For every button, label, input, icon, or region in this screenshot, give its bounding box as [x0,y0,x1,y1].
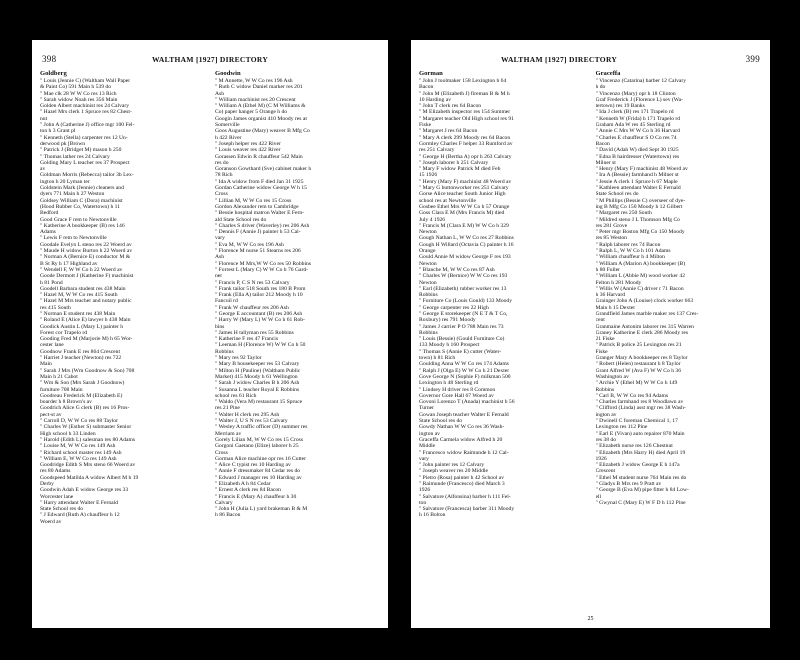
directory-entry-line: Bedford [40,210,59,217]
directory-entry-line: res 415 South [40,304,71,311]
directory-entry-line: Graf Frederick J (Florence L) sev (Wa- [595,96,683,103]
directory-entry-line: " Florence M nurse 51 Stearns res 206 [215,248,301,255]
directory-entry-line: " Francis E (Mary A) chauffeur h 30 [215,493,297,500]
directory-entry-line: " Hazel M, W W Co res 415 South [40,292,118,299]
directory-entry-line: High school h 33 Linden [40,430,96,437]
directory-entry-line: " Dennis F (Annie J) painter h 53 Cal- [215,229,301,236]
directory-entry-line: Fancuil rd [215,298,238,305]
directory-entry-line: Gough H Willard (Octavia C) painter h 16 [419,241,514,248]
directory-entry-line: res 38 do [595,436,617,443]
right-page [411,40,770,628]
column-heading: Gorman [419,70,443,77]
directory-entry-line: Goodspeed Matilda A widow Albert M h 19 [40,474,139,481]
directory-entry-line: pect-st av [40,411,62,418]
directory-entry-line: " Margaret res 250 South [595,210,652,217]
directory-entry-line: " Carl B, W W Co res 94 Adams [595,392,669,399]
directory-entry-line: Derby [40,481,54,487]
directory-entry-line: " Lillian M, W W Co res 15 Cross [215,197,292,204]
directory-entry-line: Gorgoni Gaetano (Elize) laborer h 25 [215,443,299,450]
directory-entry-line: " Ida A widow from F died Jan 31 1925 [215,178,304,185]
directory-entry-line: " Mary G buttonworker res 251 Calvary [419,185,509,192]
directory-entry-line: Newton [419,279,437,286]
directory-entry-line: " Maude H widow Burton h 22 Woerd av [40,248,133,255]
directory-entry-line: " Harriet J teacher (Newton) res 722 [40,355,122,362]
directory-entry-line: " Joseph weaver res 20 Middle [419,468,488,475]
directory-entry-line: " Annie C Mrs W W Co h 36 Harvard [595,128,680,135]
directory-entry-line: Govoni Lorenzo T (Anada) machinist h 56 [419,399,515,406]
directory-entry-line: Goos Augustine (Mary) weaver B Mfg Co [215,128,310,135]
directory-entry-line: Cross [215,191,228,198]
directory-entry-line: " Thomas S (Annie E) cutter (Water- [419,348,502,355]
directory-entry-line: " Jessie A clerk 1 Spruce h 67 Maple [595,178,678,185]
directory-entry-line: " Sarah J Mrs (Wm Goodnow & Son) 708 [40,367,135,374]
directory-entry-line: Milner st [595,159,616,166]
directory-entry-line: " Vincenzo (Catarina) barber 12 Calvary [595,78,687,84]
directory-entry-line: Grant Alfred W (Ava F) W W Co h 36 [595,367,682,374]
directory-entry-line: " Francis P, C S N res 53 Calvary [215,279,290,286]
directory-entry-line: 133 Moody h 160 Prospect [419,342,480,349]
directory-entry-line: h 16 Bolton [419,512,446,519]
directory-entry-line: " Wesley A traffic officer (D) summer res [215,424,308,431]
directory-entry-line: res 80 Adams [40,468,71,475]
directory-entry-line: " Pietro (Rosa) painter h 42 School av [419,474,505,481]
directory-entry-line: " William E, W W Co res 149 Ash [40,455,117,462]
directory-entry-line: bins [215,323,225,330]
directory-entry-line: ton h 3 Grant pl [40,128,76,135]
directory-entry-line: State School res do [419,418,463,425]
directory-entry-line: " Charles W (Esther S) submaster Senior [40,424,132,431]
directory-entry-line: ington h 20 Lyman ter [40,178,90,185]
directory-entry-line: Gould Annie M widow George F res 193 [419,254,511,261]
directory-entry-line: " Eva M, W W Co res 196 Ash [215,241,284,248]
directory-entry-line: Ash [215,254,225,261]
directory-entry-line: Golden Albert machinist res 24 Calvary [40,103,130,110]
directory-entry-line: 1926 [595,455,607,462]
directory-entry-line: " Charles farmhand res 8 Woodlawn av [595,399,684,406]
directory-entry-line: " Frank (Ella A) tailor 212 Moody h 10 [215,292,303,299]
directory-entry-line: av [40,166,46,173]
directory-entry-line: " Louis weaver res 422 River [215,147,281,154]
directory-entry-line: " Norman A (Bernice E) conductor M & [40,254,131,261]
directory-entry-line: " William A (Ethel M) (C M Williams & [215,103,306,110]
directory-entry-line: Fiske [595,348,608,355]
directory-entry-line: " James J carrier P O 788 Main res 73 [419,323,504,330]
directory-entry-line: Merriam av [215,430,242,437]
directory-entry-line: Gough Nathan L, W W Co res 27 Robbins [419,235,514,242]
directory-entry-line: " Forrest L (Mary C) W W Co h 76 Gard- [215,266,309,273]
directory-entry-line: " Frank tailor 518 South res 180 B Prom [215,285,306,292]
directory-entry-line: " Hazel M Mrs teacher and notary public [40,298,132,305]
directory-entry-line: " Walter H clerk res 295 Ash [215,411,280,418]
directory-entry-line: cester lane [40,342,64,349]
directory-entry-line: Gosbee Ethel Mrs W W Co h 57 Orange [419,203,510,210]
directory-entry-line: Worcester lane [40,493,74,500]
directory-entry-line: ell [595,493,602,500]
directory-entry-line: Grandfield James marble maker res 137 Cres- [595,310,699,317]
left-page [32,40,388,628]
directory-entry-line: " Francis M (Clara E M) W W Co h 329 [419,222,509,229]
directory-entry-line: " Katherine F res 47 Francis [215,336,279,343]
directory-entry-line: vary [419,455,429,462]
directory-entry-line: " Archie Y (Ethel M) W W Co h 149 [595,380,678,387]
left-page-number: 398 [42,54,57,64]
directory-entry-line: Granmaine Antonim laborer res 315 Warren [595,323,694,330]
directory-entry-line: derwood pk [Brown [40,140,86,147]
directory-entry-line: 78 Rich [215,172,233,179]
directory-entry-line: " Walter J, U S N res 53 Calvary [215,418,288,425]
directory-entry-line: " John J toolmaker 158 Lexington h 64 [419,78,507,84]
directory-entry-line: nut [40,115,48,122]
directory-entry-line: " Annie F dressmaker 84 Cedar res do [215,468,301,475]
directory-entry-line: ington av [595,411,617,418]
directory-entry-line: school res at Newtonville [419,197,477,204]
directory-entry-line: " John T clerk res 64 Bacon [419,103,482,110]
directory-entry-line: Cross [215,449,228,456]
right-page-header [421,54,760,66]
directory-entry-line: " Milton H (Pauline) (Waltham Public [215,367,301,374]
directory-entry-line: " Henry (Mary F) machinist 48 Woerd av [595,166,688,173]
directory-entry-line: " Joseph helper res 422 River [215,140,281,147]
directory-entry-line: " Margaret J res 64 Bacon [419,128,478,135]
left-column-2 [215,70,380,618]
directory-entry-line: Governor Gore Hall 67 Woerd av [419,392,494,399]
directory-entry-line: " Elizabeth (Mrs Harry H) died April 19 [595,449,686,456]
directory-entry-line: " Ralph L, W W Co h 101 Adams [595,248,671,255]
directory-entry-line: " Louis (Bessie) (Gould Furniture Co) [419,336,505,343]
directory-entry-line: Goulding Anna W W Co res 174 Adams [419,361,509,368]
directory-entry-line: " Louis (Jennie C) (Waltham Wall Paper [40,78,131,84]
directory-entry-line: " Harry W (Mary L) W W Co h 61 Rob- [215,317,305,324]
directory-entry-line: " Ida J clerk (B) res 171 Trapelo rd [595,109,674,116]
left-running-title: WALTHAM [1927] DIRECTORY [151,55,269,64]
directory-entry-line: " George carpenter res 22 High [419,304,489,311]
directory-entry-line: " Dwinell C foreman Chemical 1, 17 [595,418,678,425]
directory-entry-line: " William A (Marion A) bookkeeper (B) [595,260,686,267]
directory-entry-line: res 281 Grove [595,222,628,229]
directory-entry-line: " Thomas lather res 24 Calvary [40,153,110,160]
directory-entry-line: Adams [40,229,56,236]
directory-entry-line: Robbins [595,386,615,393]
directory-entry-line: " William L (Abbie M) wood worker 42 [595,273,686,280]
directory-entry-line: " William machinist res 20 Crescent [215,96,296,103]
directory-entry-line: Washington av [595,373,629,380]
directory-entry-line: " George E storekeeper (N E T & T Co, [419,310,508,317]
directory-entry-line: Orange [419,248,436,255]
directory-entry-line: " Elizabeth nurse res 126 Chestnut [595,443,673,450]
directory-entry-line: Newton [419,229,437,236]
directory-entry-line: B St Ry h 17 Highland av [40,260,98,267]
directory-entry-line: Robbins [215,348,234,355]
directory-entry-line: 10 Harding av [419,96,452,103]
directory-entry-line: ington av [419,430,440,437]
right-page-footer: 25 [587,616,594,622]
directory-entry-line: " Frank W chauffeur res 206 Ash [215,304,289,311]
directory-entry-line: " Wm & Son (Mrs Sarah J Goodnow) [40,380,125,387]
directory-entry-line: " Ralph laborer res 74 Bacon [595,241,661,248]
directory-entry-line: " Harry attendant Walter E Fernald [40,499,118,506]
directory-entry-line: Goodale Evelyn L steno res 22 Woerd av [40,241,132,248]
directory-entry-line: " John M (Elizabeth J) fireman B & M h [419,90,510,97]
directory-entry-line: (Hood Rubber Co, Watertown) h 11 [40,203,121,210]
directory-entry-line: " Susanna L teacher Royal E Robbins [215,386,300,393]
directory-entry-line: " John H (Julia L) yard brakeman B & M [215,506,308,513]
directory-entry-line: Gorman Alice machine opr res 16 Cutter [215,455,307,462]
directory-entry-line: h 422 River [215,134,242,141]
directory-entry-line: Market) 415 Moody h 61 Wellington [215,373,298,380]
directory-entry-line: " Charles W (Bernice) W W Co res 193 [419,273,508,280]
directory-entry-line: Main h 21 Cabot [40,373,78,380]
directory-entry-line: h 86 Bacon [215,512,241,519]
directory-entry-line: Grainger John A (Louise) clock worker 663 [595,298,694,305]
directory-entry-line: Turner [419,405,435,412]
directory-entry-line: Somerville [215,122,240,129]
right-column-1 [419,70,586,618]
directory-entry-line: " Salvatore (Alfonsina) barber h 111 Fel- [419,493,511,500]
directory-entry-line: " Salvatore (Francesca) barber 311 Moody [419,506,515,513]
directory-entry-line: Goodick Austin L (Mary L) painter h [40,323,124,330]
directory-entry-line: " Harold (Edith L) salesman res 80 Adams [40,436,136,443]
directory-entry-line: " Gladys B Mrs res 9 Pratt av [595,481,662,487]
directory-entry-line: " Furniture Co (Louis Gould) 133 Moody [419,298,513,305]
directory-entry-line: Googin James organist 410 Moody res at [215,115,307,122]
directory-entry-line: Gormley Charles F helper 33 Rumford av [419,140,513,147]
directory-entry-line: " Lindsey H driver res 8 Common [419,386,496,393]
directory-entry-line: " William chauffeur h 4 Milton [595,254,665,261]
directory-entry-line: " Mary A clerk 299 Moody res 64 Bacon [419,134,511,141]
column-heading: Goldberg [40,70,67,77]
directory-entry-line: res 251 Calvary [419,147,455,154]
directory-entry-line: res 85 Weston [595,235,627,242]
left-column-1 [40,70,205,618]
directory-entry-line: State School res do [40,506,84,513]
directory-entry-line: " Ira A (Bessie) farmhand h Milner st [595,172,679,179]
directory-entry-line: " Margaret teacher Old High school res 91 [419,115,514,122]
directory-entry-line: Co) paper hanger 5 Orange h do [215,109,288,116]
directory-entry-line: " Kathleen attendant Walter E Fernald [595,185,681,192]
directory-entry-line: " Clifford (Linda) asst mgr res 38 Wash- [595,405,686,412]
directory-entry-line: " Kenneth W (Frida) h 171 Trapelo rd [595,115,681,122]
directory-entry-line: " Earl (Elizabeth) rubber worker res 13 [419,285,507,292]
directory-entry-line: " Sarah J widow Charles B h 206 Ash [215,380,300,387]
directory-entry-line: " M Elizabeth inspector res 154 Summer [419,109,511,116]
directory-entry-line: Gowdy Nathan W W Co res 36 Wash- [419,424,505,431]
directory-entry-line: Lexington res 112 Pine [595,424,648,431]
column-heading: Goodwin [215,70,241,77]
right-running-title: WALTHAM [1927] DIRECTORY [501,55,618,64]
directory-entry-line: " David (Adah W) died Sept 30 1925 [595,147,679,154]
directory-entry-line: Felton h 281 Moody [595,279,642,286]
directory-entry-line: " Louise M, W W Co res 149 Ash [40,443,116,450]
directory-entry-line: Robbins [419,329,438,336]
directory-entry-line: cent [595,317,605,324]
directory-entry-line: " M Phillips (Bessie C) overseer of dye- [595,197,686,204]
directory-entry-line: Calvary [215,499,233,506]
directory-entry-line: Main [40,361,52,368]
directory-entry-line: ald State School res do [215,216,267,223]
directory-entry-line: " John painter res 12 Calvary [419,462,485,469]
directory-entry-line: Goodell Barbara student res 438 Main [40,285,126,292]
directory-entry-line: " Henry (Mary F) machinist 48 Woerd av [419,178,512,185]
directory-entry-line: " John A (Catherine J) office mgr 100 Fel- [40,122,135,129]
directory-entry-line: " James H tallyman res 55 Robbins [215,329,294,336]
directory-entry-line: " Lewis F rem to Newtonville [40,235,107,242]
directory-entry-line: 1926 [419,487,431,494]
directory-entry-line: " Gwynal C (Mary E) W F D h 112 Pine [595,499,686,506]
directory-entry-line: & Paint Co) 591 Main h 539 do [40,84,112,91]
directory-entry-line: boarder h 8 Brown's av [40,399,92,406]
left-page-header [42,54,378,66]
directory-entry-line: Bacon [595,140,610,147]
directory-entry-line: Lexington h 48 Sterling rd [419,380,479,387]
directory-entry-line: Goode Dermott J (Katherine F) machinist [40,273,134,280]
directory-entry-line: Graceffa Carmela widow Alfred h 20 [419,436,503,443]
directory-entry-line: Crescent [595,468,616,475]
directory-entry-line: " Carroll D, W W Co res 88 Taylor [40,418,118,425]
directory-entry-line: " Leeman H (Florence W) W W Co h 50 [215,342,306,349]
directory-entry-line: " George E accountant (B) res 206 Ash [215,310,303,317]
directory-entry-line: Goodreau Frederick M (Elizabeth E) [40,392,123,399]
directory-entry-line: Graham Ada W res 45 Sterling rd [595,122,671,129]
directory-entry-line: 21 Fiske [595,336,615,343]
directory-entry-line: " Mildred steno J L Thomson Mfg Co [595,216,680,223]
directory-entry-line: " Charles S driver (Waverley) res 206 Ash [215,222,310,229]
directory-entry-line: " Blanche M, W W Co res 87 Ash [419,266,495,273]
directory-entry-line: Gordan Catherine widow George W h 15 [215,185,307,192]
directory-entry-line: Bacon [419,84,434,91]
directory-entry-line: Goodridge Edith S Mrs steno 66 Woerd av [40,462,136,469]
directory-entry-line: " Ethel M student nurse 764 Main res do [595,474,687,481]
directory-entry-line: Robbins [419,292,438,299]
right-page-number: 399 [745,54,760,64]
directory-entry-line: Graney Katherine E clerk 286 Moody res [595,329,689,336]
directory-entry-line: " Alice C typist res 10 Harding av [215,462,291,469]
directory-entry-line: " Raimunde (Francesco) died March 3 [419,481,505,487]
directory-entry-line: " Ernest A clerk res 84 Bacon [215,487,281,494]
directory-entry-line: Gorely Lilian M, W W Co res 15 Cross [215,436,303,443]
directory-entry-line: h do [595,84,606,91]
directory-entry-line: dyers 771 Main h 27 Weston [40,191,105,198]
directory-entry-line: Ash [215,90,225,97]
directory-entry-line: h 36 Harvard [595,292,626,299]
directory-entry-line: " Ralph J (Olga E) W W Co h 21 Dexter [419,367,510,374]
directory-entry-line: Woerd av [40,518,62,525]
directory-entry-line: " Elizabeth A h 84 Cedar [215,481,271,487]
directory-entry-line: 15 1926 [419,172,438,179]
directory-entry-line: " Charles E chauffeur S O Co res 74 [595,134,677,141]
directory-entry-line: " George H (Bertha A) opr h 263 Calvary [419,153,512,160]
directory-entry-line: " Patrick J (Bridget M) mason h 250 [40,147,122,154]
directory-entry-line: Forest cor Trapelo rd [40,329,88,336]
directory-entry-line: " Mae clk 28 W W Co res 13 Rich [40,90,117,97]
directory-entry-line: " Sarah widow Noah res 356 Main [40,96,118,103]
directory-entry-line: town) h 81 Rich [419,355,456,362]
directory-entry-line: vary [215,235,225,242]
directory-entry-line: " Norman E student res 438 Main [40,310,116,317]
directory-entry-line: " Vincenzo (Mary) opr h 18 Clinton [595,90,676,97]
directory-entry-line: " Robert (Helen) restaurant h 8 Taylor [595,361,681,368]
directory-entry-line: furniture 708 Main [40,386,83,393]
directory-entry-line: res 21 Pine [215,405,240,412]
directory-entry-line: Good Grace F rem to Newtonville [40,216,117,223]
directory-entry-line: Goodnow Frank E res 864 Crescent [40,348,121,355]
directory-entry-line: Goldsey William C (Dora) machinist [40,197,123,204]
directory-entry-line: Gowan Joseph teacher Walter E Fernald [419,411,509,418]
directory-entry-line: Goldman Morris (Rebecca) tailor 3b Lex- [40,172,134,179]
directory-entry-line: Gove George N (Sophie F) milkman 500 [419,373,511,380]
directory-entry-line: " Mary B housekeeper res 53 Calvary [215,361,300,368]
directory-entry-line: " Kenneth (Stella) carpenter res 12 Un- [40,134,128,141]
directory-entry-line: ing B Mfg Co 150 Moody h 12 Gilbert [595,203,683,210]
directory-entry-line: h 81 Pond [40,279,63,286]
directory-entry-line: " Edna B hairdresser (Watertown) res [595,153,680,160]
directory-entry-line: Gooding Fred M (Marjorie M) h 65 Wor- [40,336,133,343]
directory-entry-line: " Patrick B police 25 Lexington res 21 [595,342,682,349]
directory-entry-line: " Waldo (Vera M) restaurant 15 Spruce [215,399,303,406]
directory-entry-line: " Joseph laborer h 251 Calvary [419,159,489,166]
directory-entry-line: " Richard school master res 149 Ash [40,449,122,456]
directory-entry-line: " J Edward (Ruth A) chauffeur h 12 [40,512,120,519]
directory-entry-line: " Mary res 92 Taylor [215,355,262,362]
directory-entry-line: " Earl E (Vivan) auto repairer 870 Main [595,430,685,437]
directory-entry-line: " Peter mgr Boston Mfg Co 150 Moody [595,229,685,236]
directory-entry-line: Middle [419,443,436,450]
directory-entry-line: Gorassen Edwin R chauffeur 542 Main [215,153,303,160]
directory-entry-line: school res 61 Rich [215,392,257,399]
directory-entry-line: Goldstein Mark (Jennie) cleaners and [40,185,124,192]
directory-entry-line: tertown) res 19 Banks [595,103,645,110]
directory-entry-line: July 4 1926 [419,216,446,223]
directory-entry-line: Newton [419,260,437,267]
directory-entry-line: Main h 15 Dexter [595,304,636,311]
directory-entry-line: State School res do [595,191,639,198]
column-heading: Graceffa [595,70,621,77]
directory-entry-line: Fiske [419,122,432,129]
directory-entry-line: ton [419,499,427,506]
directory-entry-line: " Mary F widow Patrick M died Feb [419,166,501,173]
directory-entry-line: " Ruth C widow Daniel marker res 201 [215,84,303,91]
directory-entry-line: " M Annette, W W Co res 196 Ash [215,78,293,84]
directory-entry-line: " George B (Eva M) pipe fitter h 84 Low- [595,487,689,494]
directory-entry-line: Goranson Gowthard (Sve) cabinet maker h [215,166,312,173]
directory-entry-line: Golding Mary L teacher res 37 Prospect [40,159,130,166]
directory-entry-line: Goodwin Adah E widow George res 33 [40,487,129,494]
directory-entry-line: Goss Clara E M (Mrs Francis M) died [419,210,505,217]
directory-entry-line: " Elizabeth J widow George E h 147a [595,462,680,469]
right-column-2 [596,70,763,618]
directory-entry-line: res do [215,159,229,166]
directory-entry-line: ner [215,273,223,280]
directory-entry-line: Gorse Alice teacher South Junior High [419,191,506,198]
directory-entry-line: h 80 Fuller [595,266,621,273]
directory-entry-line: " Hazel Mrs clerk 1 Spruce res 82 Chest- [40,109,132,116]
directory-entry-line: Goodrich Alice G clerk (B) res 16 Pros- [40,405,130,412]
directory-entry-line: " Florence M Mrs,W W Co res 50 Robbins [215,260,311,267]
directory-entry-line: " Willis W (Annie C) driver r 71 Bacon [595,285,684,292]
directory-entry-line: " Roland E (Alice E) lawyer h 438 Main [40,317,131,324]
directory-entry-line: Gordon Alexander rem to Cambridge [215,203,299,210]
directory-entry-line: Roxbury) res 791 Moody [419,317,476,324]
directory-entry-line: " Wendell F, W W Co h 22 Woerd av [40,266,123,273]
directory-entry-line: Granger Mary A bookkeeper res 8 Taylor [595,355,688,362]
directory-entry-line: " Edward J manager res 10 Harding av [215,474,302,481]
directory-entry-line: " Francesco widow Raimunde h 12 Cal- [419,449,509,456]
directory-entry-line: " Katherine A bookkeeper (B) res 146 [40,222,125,229]
directory-entry-line: " Bessie hospital matron Walter E Fern- [215,210,305,217]
